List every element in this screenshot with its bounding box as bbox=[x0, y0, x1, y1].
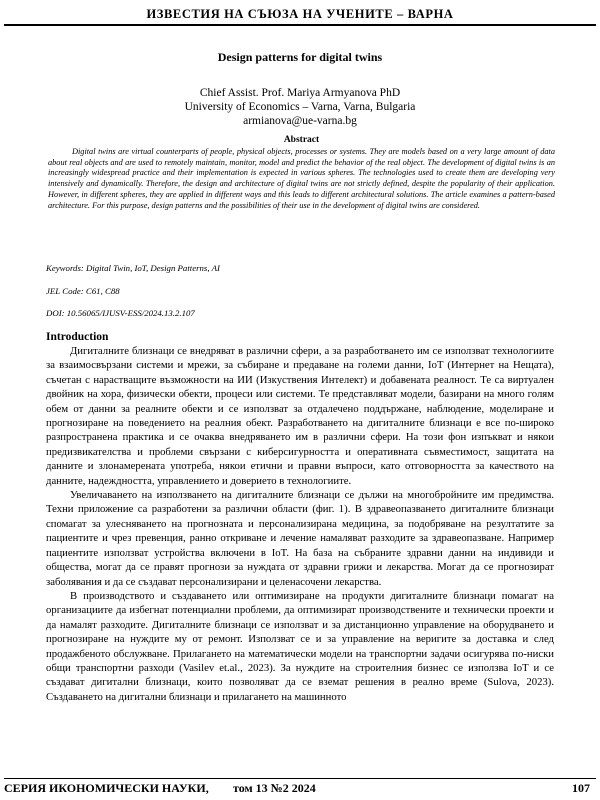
page-number: 107 bbox=[572, 781, 590, 795]
section-heading-introduction: Introduction bbox=[46, 331, 109, 343]
journal-footer bbox=[4, 778, 596, 797]
footer-volume-issue: том 13 №2 2024 bbox=[233, 781, 316, 795]
body-paragraph: Дигиталните близнаци се внедряват в различни сфери, а за разработването им се използват технологиите за взаимосвързани системи и мрежи, за събиране и предаване на големи данни, IoT (Интернет на Нещата), съчетан с нарастващите възможности на ИИ (Изкуствения Интелект) и добавената реалност. Те са виртуален двойник на хора, физически обекти, процеси или системи. Те представляват модели, базирани на много голям обем от данни за реалните обекти и се използват за отдалечено поддържане, наблюдение, моделиране и прогнозиране на поведението на реалния обект. Разработването на дигиталните близнаци е все по-широко разпространена практика и се очаква внедряването им в различни сфери. На този фон изпъкват и някои предизвикателства и проблеми свързани с киберсигурността и оперативната съвместимост, защитата на данните и злонамерената употреба, някои етични и правни въпроси, като отговорността за качеството на данните, надеждността, управлението и доверието в технологиите. bbox=[46, 345, 554, 487]
introduction-section bbox=[46, 330, 554, 704]
journal-header bbox=[4, 4, 596, 26]
body-paragraph: В производството и създаването или оптимизиране на продукти дигиталните близнаци помагат на организациите да избегнат потенциални проблеми, да оптимизират производствените и технически проекти и да намалят разходите. Дигиталните близнаци се използват и за дистанционно управление на оборудването и прогнозиране на нуждите му от ремонт. Използват се и за управление на веригите за доставка и след продажбеното обслужване. Прилагането на математически модели на транспортни задачи осигурява по-ниски общи транспортни разходи (Vasilev et.al., 2023). За нуждите на строителния бизнес се използва IoT и се създават дигитални близнаци, които позволяват да се вземат решения в реално време (Sulova, 2023). Създаването на дигитални близнаци и прилагането на машинното bbox=[46, 589, 554, 703]
paper-title: Design patterns for digital twins bbox=[217, 50, 383, 64]
jel-code-line: JEL Code: C61, C88 bbox=[46, 286, 120, 296]
keywords-line: Keywords: Digital Twin, IoT, Design Patterns, AI bbox=[46, 263, 220, 273]
footer-series: СЕРИЯ ИКОНОМИЧЕСКИ НАУКИ, bbox=[4, 781, 209, 795]
abstract-section bbox=[48, 135, 555, 211]
author-affiliation: University of Economics – Varna, Varna, Bulgaria bbox=[184, 101, 416, 113]
journal-title: ИЗВЕСТИЯ НА СЪЮЗА НА УЧЕНИТЕ – ВАРНА bbox=[146, 7, 454, 21]
author-email: armianova@ue-varna.bg bbox=[243, 115, 357, 127]
author-name: Chief Assist. Prof. Mariya Armyanova PhD bbox=[199, 87, 401, 99]
abstract-heading: Abstract bbox=[283, 135, 320, 145]
doi-line: DOI: 10.56065/IJUSV-ESS/2024.13.2.107 bbox=[46, 308, 195, 318]
body-paragraph: Увеличаването на използването на дигиталните близнаци се дължи на многобройните им предимства. Техни приложение са разработени за различни области (фиг. 1). В здравеопазването дигиталните близнаци спомагат за улесняването на прогнозната и персонализирана медицина, за подобряване на резултатите за пациентите и чрез превенция, ранно откриване и лечение намаляват разходите за здравеопазване. Например пациентите използват устройства включени в IoT. На база на събраните здравни данни на индивиди и общества, могат да се правят прогнози за нуждата от здравни грижи и лекарства. Могат да се прогнозират заболявания и да се създават персонализирани и целенасочени лекарства. bbox=[46, 489, 554, 588]
abstract-text: Digital twins are virtual counterparts of people, physical objects, processes or systems. They are models based on a very large amount of data about real objects and are used to remotely maintain, monitor, model and predict the behavior of the real object. The development of digital twins is an increasingly widespread practice and their implementation is expected in various spheres. The technologies used to create them are developing very intensively and dynamically. Therefore, the design and architecture of digital twins are not strictly defined, despite the popularity of their application. However, in different spheres, they are applied in different ways and this leads to different architectural solutions. The article examines a pattern-based architecture. For this purpose, design patterns and the possibilities of their use in the development of digital twins are considered. bbox=[48, 147, 555, 210]
title-block bbox=[60, 50, 540, 128]
